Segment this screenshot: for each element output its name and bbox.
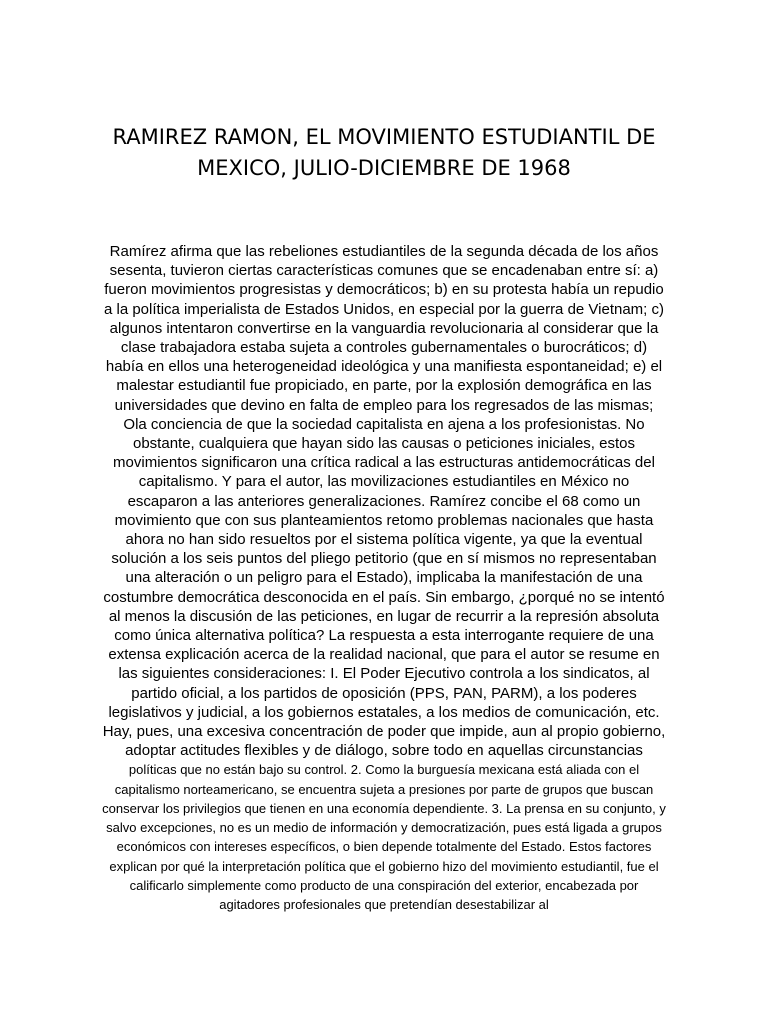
document-body (102, 242, 666, 914)
body-text-main: Ramírez afirma que las rebeliones estudiantiles de la segunda década de los años sesenta, tuvieron ciertas características comunes que se encadenaban entre sí: a) fueron movimientos progresistas y democráticos; b) en su protesta había un repudio a la política imperialista de Estados Unidos, en especial por la guerra de Vietnam; c) algunos intentaron convertirse en la vanguardia revolucionaria al considerar que la clase trabajadora estaba sujeta a controles gubernamentales o burocráticos; d) había en ellos una heterogeneidad ideológica y una manifiesta espontaneidad; e) el malestar estudiantil fue propiciado, en parte, por la explosión demográfica en las universidades que devino en falta de empleo para los regresados de las mismas; Ola conciencia de que la sociedad capitalista en ajena a los profesionistas. No obstante, cualquiera que hayan sido las causas o peticiones iniciales, estos movimientos significaron una crítica radical a las estructuras antidemocráticas del capitalismo. Y para el autor, las movilizaciones estudiantiles en México no escaparon a las anteriores generalizaciones. Ramírez concibe el 68 como un movimiento que con sus planteamientos retomo problemas nacionales que hasta ahora no han sido resueltos por el sistema política vigente, ya que la eventual solución a los seis puntos del pliego petitorio (que en sí mismos no representaban una alteración o un peligro para el Estado), implicaba la manifestación de una costumbre democrática desconocida en el país. Sin embargo, ¿porqué no se intentó al menos la discusión de las peticiones, en lugar de recurrir a la represión absoluta como única alternativa política? La respuesta a esta interrogante requiere de una extensa explicación acerca de la realidad nacional, que para el autor se resume en las siguientes consideraciones: I. El Poder Ejecutivo controla a los sindicatos, al partido oficial, a los partidos de oposición (PPS, PAN, PARM), a los poderes legislativos y judicial, a los gobiernos estatales, a los medios de comunicación, etc. Hay, pues, una excesiva concentración de poder que impide, aun al propio gobierno, adoptar actitudes flexibles y de diálogo, sobre todo en aquellas circunstancias (102, 243, 666, 760)
body-text-small: políticas que no están bajo su control. 2. Como la burguesía mexicana está aliada con el capitalismo norteamericano, se encuentra sujeta a presiones por parte de grupos que buscan conservar los privilegios que tienen en una economía dependiente. 3. La prensa en su conjunto, y salvo excepciones, no es un medio de información y democratización, pues está ligada a grupos económicos con intereses específicos, o bien depende totalmente del Estado. Estos factores explican por qué la interpretación política que el gobierno hizo del movimiento estudiantil, fue el calificarlo simplemente como producto de una conspiración del exterior, encabezada por agitadores profesionales que pretendían desestabilizar al (102, 762, 666, 912)
document-title: RAMIREZ RAMON, EL MOVIMIENTO ESTUDIANTIL DE MEXICO, JULIO-DICIEMBRE DE 1968 (112, 125, 656, 180)
